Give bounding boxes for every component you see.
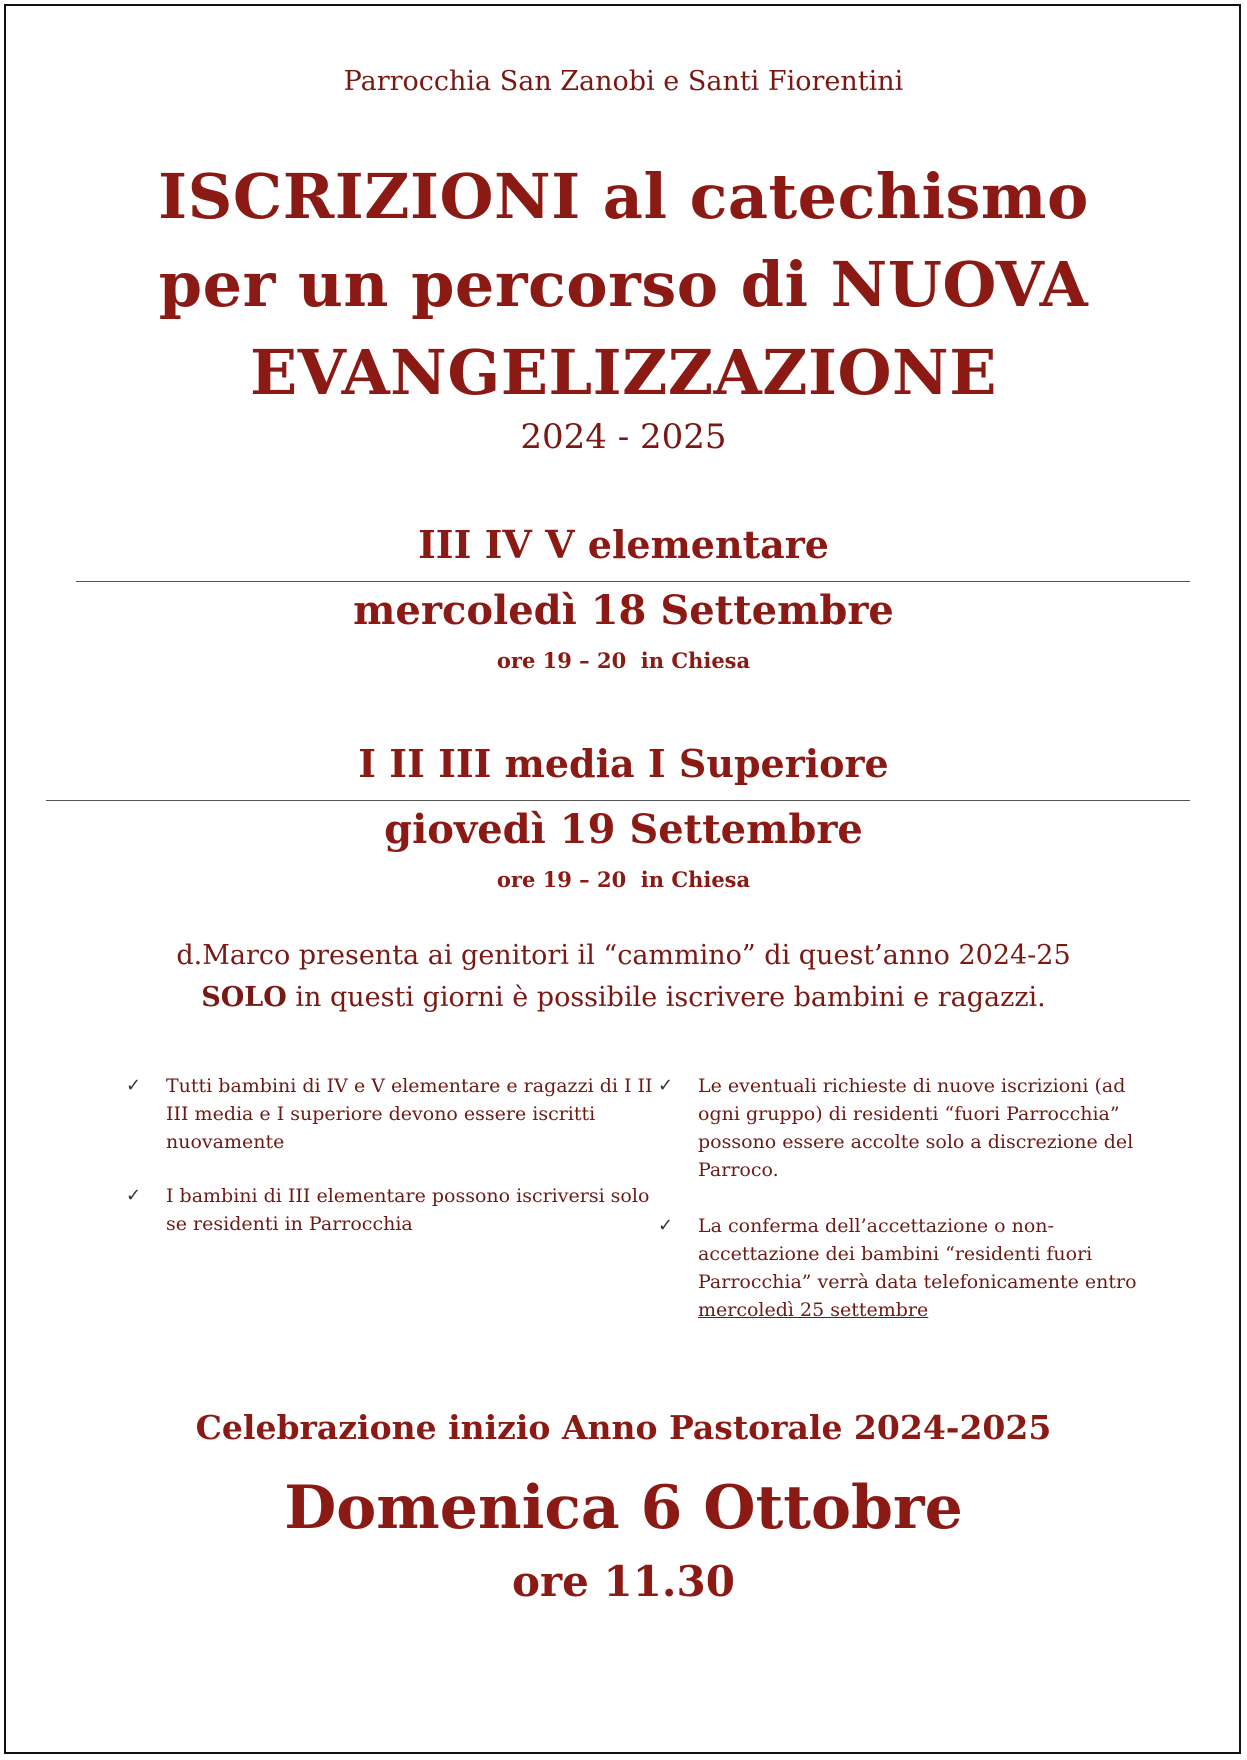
celebration-title: Celebrazione inizio Anno Pastorale 2024-2025 (195, 1408, 1052, 1447)
left-note-2-text: I bambini di III elementare possono iscriversi solo se residenti in Parrocchia (166, 1185, 650, 1235)
event-date: Domenica 6 Ottobre (284, 1473, 963, 1543)
title-line-3: EVANGELIZZAZIONE (250, 336, 997, 409)
right-note-2-text: La conferma dell’accettazione o non-accettazione dei bambini “residenti fuori Parrocchia” verrà data telefonicamente entro (698, 1215, 1137, 1293)
intro-text (0, 935, 1247, 1019)
title-line-2: per un percorso di NUOVA (158, 248, 1089, 321)
right-note-2 (658, 1212, 1168, 1324)
school-year: 2024 - 2025 (520, 417, 727, 457)
event-time: ore 11.30 (511, 1557, 735, 1606)
title-line-1: ISCRIZIONI al catechismo (158, 160, 1089, 233)
group2-time: ore 19 – 20 in Chiesa (496, 867, 751, 892)
intro-line-2-rest: in questi giorni è possibile iscrivere bambini e ragazzi. (286, 982, 1046, 1013)
left-notes-column (126, 1072, 656, 1264)
group1-title: III IV V elementare (418, 522, 829, 567)
group1-date: mercoledì 18 Settembre (353, 587, 894, 634)
right-note-1-text: Le eventuali richieste di nuove iscrizioni (ad ogni gruppo) di residenti “fuori Parrocchia” possono essere accolte solo a discrezione del Parroco. (698, 1075, 1134, 1181)
intro-line-1: d.Marco presenta ai genitori il “cammino” di quest’anno 2024-25 (176, 940, 1071, 971)
deadline-date: mercoledì 25 settembre (698, 1299, 929, 1321)
right-note-1 (658, 1072, 1168, 1184)
checkmark-icon: ✓ (658, 1215, 674, 1236)
left-note-1 (126, 1072, 656, 1156)
parish-name: Parrocchia San Zanobi e Santi Fiorentini (343, 66, 904, 97)
group2-title: I II III media I Superiore (358, 741, 889, 786)
main-title (0, 153, 1247, 417)
solo-emphasis: SOLO (201, 982, 287, 1013)
checkmark-icon: ✓ (126, 1075, 142, 1096)
checkmark-icon: ✓ (126, 1185, 142, 1206)
group1-time: ore 19 – 20 in Chiesa (496, 648, 751, 673)
checkmark-icon: ✓ (658, 1075, 674, 1096)
group2-date: giovedì 19 Settembre (384, 806, 863, 853)
group2-divider (46, 800, 1190, 801)
right-notes-column (658, 1072, 1168, 1350)
group1-divider (76, 581, 1190, 582)
intro-line-2 (0, 977, 1247, 1019)
left-note-1-text: Tutti bambini di IV e V elementare e ragazzi di I II III media e I superiore devono essere iscritti nuovamente (166, 1075, 653, 1153)
left-note-2 (126, 1182, 656, 1238)
